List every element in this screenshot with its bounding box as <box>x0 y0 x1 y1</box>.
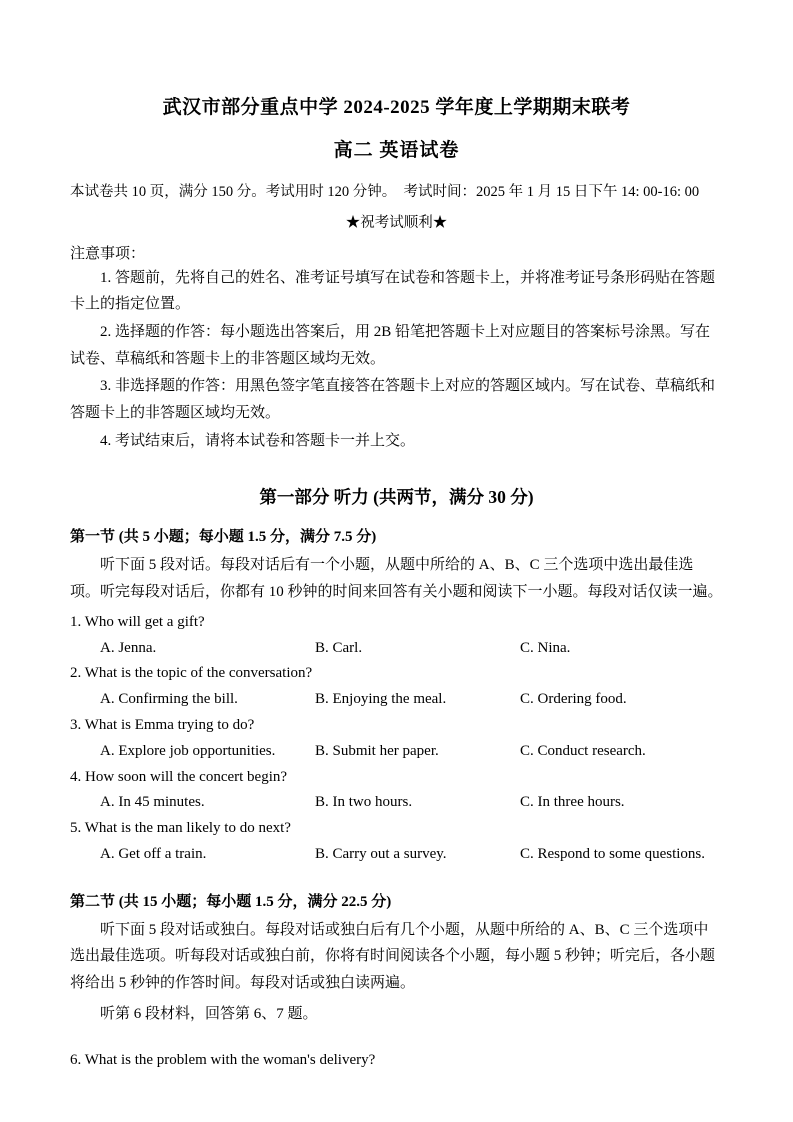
option-c: C. In three hours. <box>520 794 625 811</box>
option-a: A. Confirming the bill. <box>100 691 238 708</box>
question-text: 4. How soon will the concert begin? <box>70 768 288 785</box>
part1-title: 第一部分 听力 (共两节，满分 30 分) <box>259 487 534 508</box>
question-text: 1. Who will get a gift? <box>70 613 205 630</box>
notice-item-4: 4. 考试结束后，请将本试卷和答题卡一并上交。 <box>100 432 416 449</box>
exam-subtitle: 高二 英语试卷 <box>333 140 460 161</box>
option-a: A. Get off a train. <box>100 846 207 862</box>
options-row <box>70 636 723 662</box>
option-b: B. Carry out a survey. <box>315 846 447 862</box>
question-block-4 <box>70 765 723 817</box>
option-b: B. Submit her paper. <box>315 742 439 759</box>
option-c: C. Conduct research. <box>520 742 646 759</box>
question-text-6: 6. What is the problem with the woman's delivery? <box>70 1051 376 1068</box>
options-row <box>70 739 723 765</box>
option-a: A. Explore job opportunities. <box>100 742 276 759</box>
section2-heading: 第二节 (共 15 小题；每小题 1.5 分，满分 22.5 分) <box>70 893 392 910</box>
option-b: B. Enjoying the meal. <box>315 691 447 708</box>
option-a: A. Jenna. <box>100 639 157 656</box>
notice-item-1: 1. 答题前，先将自己的姓名、准考证号填写在试卷和答题卡上，并将准考证号条形码贴在答题卡上的指定位置。 <box>70 269 716 313</box>
question-block-2 <box>70 661 723 713</box>
options-row <box>70 842 723 868</box>
section2-instructions: 听下面 5 段对话或独白。每段对话或独白后有几个小题，从题中所给的 A、B、C 三个选项中选出最佳选项。听每段对话或独白前，你将有时间阅读各个小题，每小题 5 秒钟；听完后，各小题将给出 5 秒钟的作答时间。每段对话或独白读两遍。 <box>70 921 716 992</box>
question-block-1 <box>70 610 723 662</box>
option-b: B. Carl. <box>315 639 363 656</box>
question-text: 3. What is Emma trying to do? <box>70 717 255 734</box>
option-b: B. In two hours. <box>315 794 413 811</box>
question-block-5 <box>70 816 723 868</box>
section1-instructions: 听下面 5 段对话。每段对话后有一个小题，从题中所给的 A、B、C 三个选项中选出最佳选项。听完每段对话后，你都有 10 秒钟的时间来回答有关小题和阅读下一小题。每段对话仅读一遍。 <box>70 557 723 601</box>
section1-heading: 第一节 (共 5 小题；每小题 1.5 分，满分 7.5 分) <box>70 529 377 546</box>
section2-block <box>70 890 723 1074</box>
question-text: 5. What is the man likely to do next? <box>70 820 291 837</box>
option-c: C. Respond to some questions. <box>520 846 706 862</box>
exam-info-line: 本试卷共 10 页，满分 150 分。考试用时 120 分钟。 考试时间：2025 年 1 月 15 日下午 14: 00-16: 00 <box>70 184 700 200</box>
option-a: A. In 45 minutes. <box>100 794 205 811</box>
notice-item-3: 3. 非选择题的作答：用黑色签字笔直接答在答题卡上对应的答题区域内。写在试卷、草稿纸和答题卡上的非答题区域均无效。 <box>70 378 716 422</box>
option-c: C. Nina. <box>520 639 571 656</box>
question-block-3 <box>70 713 723 765</box>
question-text: 2. What is the topic of the conversation? <box>70 665 313 682</box>
exam-wish-line: ★祝考试顺利★ <box>345 214 448 231</box>
options-row <box>70 790 723 816</box>
notice-item-2: 2. 选择题的作答：每小题选出答案后，用 2B 铅笔把答题卡上对应题目的答案标号涂黑。写在试卷、草稿纸和答题卡上的非答题区域均无效。 <box>70 324 711 367</box>
section2-material-note: 听第 6 段材料，回答第 6、7 题。 <box>100 1005 318 1022</box>
exam-title: 武汉市部分重点中学 2024-2025 学年度上学期期末联考 <box>162 97 631 118</box>
option-c: C. Ordering food. <box>520 691 627 708</box>
notes-heading: 注意事项： <box>70 245 146 262</box>
options-row <box>70 687 723 713</box>
